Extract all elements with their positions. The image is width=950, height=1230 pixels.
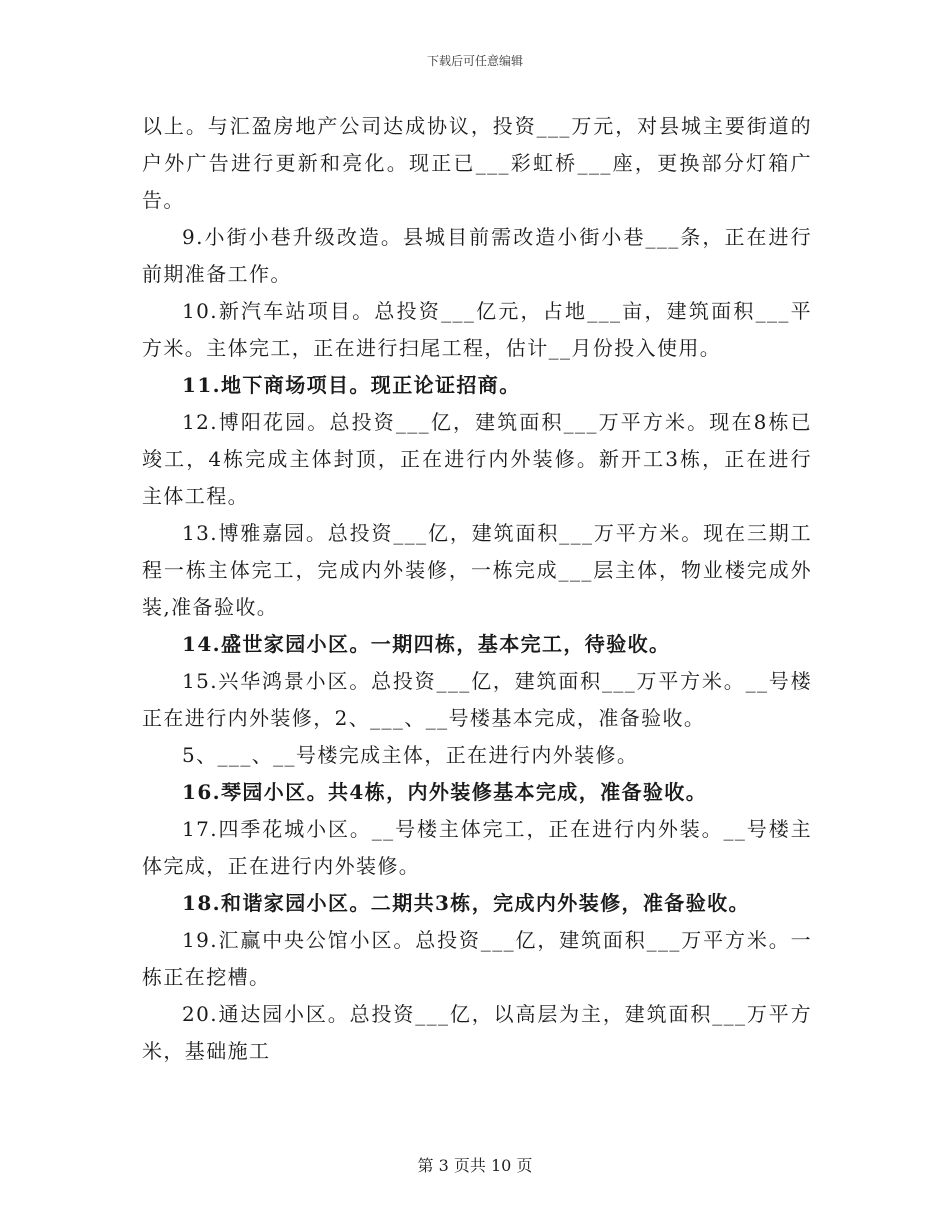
paragraph-item-18: 18.和谐家园小区。二期共3栋，完成内外装修，准备验收。 bbox=[182, 891, 750, 915]
paragraph-item-13: 13.博雅嘉园。总投资___亿，建筑面积___万平方米。现在三期工程一栋主体完工，完成内外装修，一栋完成___层主体，物业楼完成外装,准备验收。 bbox=[142, 521, 812, 619]
paragraph-item-10: 10.新汽车站项目。总投资___亿元，占地___亩，建筑面积___平方米。主体完工，正在进行扫尾工程，估计__月份投入使用。 bbox=[142, 299, 812, 360]
paragraph-item-9: 9.小街小巷升级改造。县城目前需改造小街小巷___条，正在进行前期准备工作。 bbox=[142, 225, 812, 286]
page-header: 下载后可任意编辑 bbox=[426, 54, 523, 68]
paragraph-item-19: 19.汇赢中央公馆小区。总投资___亿，建筑面积___万平方米。一栋正在挖槽。 bbox=[142, 928, 812, 989]
paragraph-item-16: 16.琴园小区。共4栋，内外装修基本完成，准备验收。 bbox=[182, 780, 708, 804]
page-footer: 第 3 页共 10 页 bbox=[417, 1156, 533, 1175]
paragraph-item-12: 12.博阳花园。总投资___亿，建筑面积___万平方米。现在8栋已竣工，4栋完成主体封顶，正在进行内外装修。新开工3栋，正在进行主体工程。 bbox=[142, 410, 812, 508]
paragraph-item-20: 20.通达园小区。总投资___亿，以高层为主，建筑面积___万平方米，基础施工 bbox=[142, 1002, 812, 1063]
paragraph-item-17: 17.四季花城小区。__号楼主体完工，正在进行内外装。__号楼主体完成，正在进行内外装修。 bbox=[142, 817, 812, 878]
paragraph-1: 以上。与汇盈房地产公司达成协议，投资___万元，对县城主要街道的户外广告进行更新和亮化。现正已___彩虹桥___座，更换部分灯箱广告。 bbox=[142, 114, 812, 212]
paragraph-item-14: 14.盛世家园小区。一期四栋，基本完工，待验收。 bbox=[182, 632, 671, 656]
paragraph-item-15: 15.兴华鸿景小区。总投资___亿，建筑面积___万平方米。__号楼正在进行内外装修，2、___、__号楼基本完成，准备验收。 bbox=[142, 669, 812, 730]
paragraph-item-15-cont: 5、___、__号楼完成主体，正在进行内外装修。 bbox=[182, 743, 639, 767]
document-body bbox=[142, 108, 812, 1070]
paragraph-item-11: 11.地下商场项目。现正论证招商。 bbox=[182, 373, 521, 397]
